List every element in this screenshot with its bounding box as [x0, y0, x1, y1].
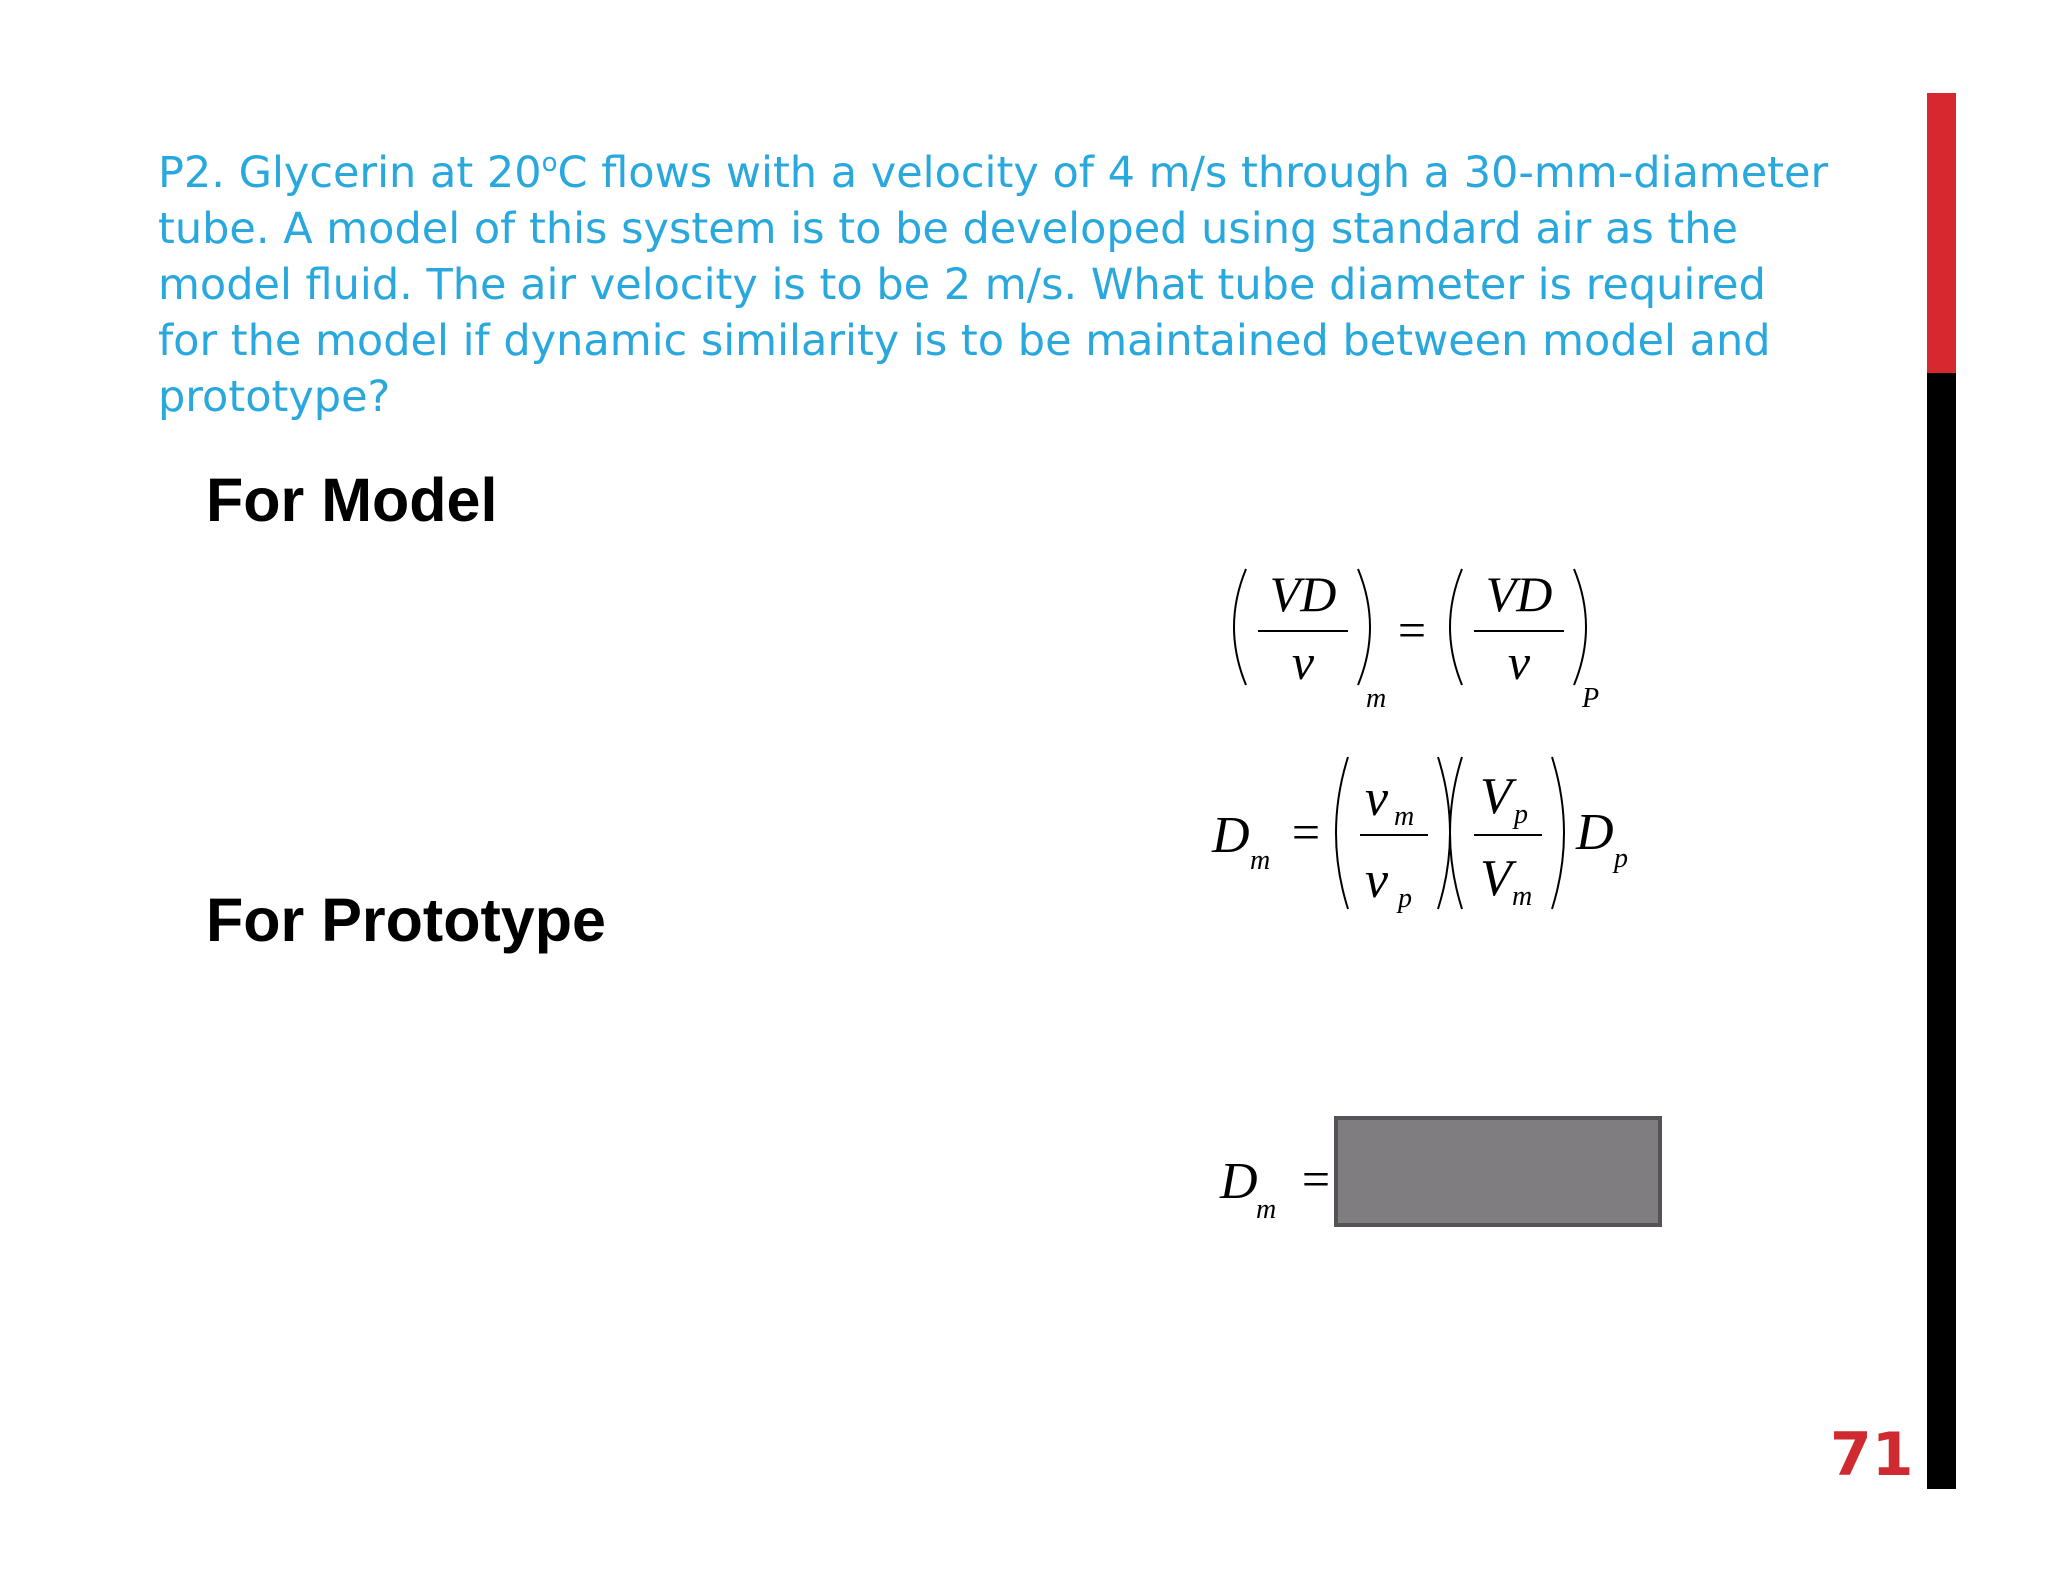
v-subscript-m: m — [1512, 881, 1533, 912]
problem-text-rest: C flows with a velocity of 4 m/s through a 30-mm-diameter tube. A model of this system is to be developed using standard air as the model fluid. The air velocity is to be 2 m/s. What tube diameter is required for the model if dynamic similarity is to be maintained between model and prototype? — [158, 148, 1829, 422]
problem-statement — [158, 135, 1838, 425]
lhs-subscript-m: m — [1250, 845, 1271, 876]
nu-subscript-p: p — [1398, 883, 1412, 914]
numerator-vd-model: VD — [1269, 566, 1337, 622]
problem-text-start: P2. Glycerin at 20 — [158, 148, 542, 198]
equals-sign: = — [1291, 804, 1321, 860]
v-subscript-p: p — [1514, 799, 1528, 830]
answer-equals-sign: = — [1301, 1151, 1331, 1207]
reynolds-similarity-equation — [1220, 555, 1640, 720]
lhs-d: D — [1212, 807, 1250, 864]
answer-lhs-d: D — [1220, 1153, 1258, 1210]
subscript-p: P — [1582, 683, 1600, 714]
answer-equation — [1212, 1140, 1352, 1235]
rhs-d: D — [1576, 804, 1614, 861]
rhs-subscript-p: p — [1614, 843, 1628, 874]
diameter-relation-equation — [1200, 745, 1660, 930]
nu-subscript-m: m — [1394, 801, 1415, 832]
side-bar-black — [1927, 373, 1956, 1489]
v-model: V — [1480, 850, 1512, 907]
side-bar-red — [1927, 93, 1956, 373]
heading-for-prototype: For Prototype — [206, 886, 606, 954]
hidden-answer-box[interactable] — [1334, 1116, 1662, 1227]
subscript-m: m — [1366, 683, 1387, 714]
equals-sign: = — [1397, 602, 1427, 658]
heading-for-model: For Model — [206, 466, 498, 534]
denominator-nu-prototype: ν — [1507, 634, 1531, 690]
nu-model: ν — [1365, 770, 1389, 827]
answer-lhs-subscript-m: m — [1256, 1194, 1277, 1225]
nu-prototype: ν — [1365, 852, 1389, 909]
numerator-vd-prototype: VD — [1485, 566, 1553, 622]
page-number: 71 — [1830, 1420, 1914, 1490]
degree-superscript: o — [541, 148, 558, 178]
v-prototype: V — [1480, 768, 1512, 825]
denominator-nu-model: ν — [1291, 634, 1315, 690]
